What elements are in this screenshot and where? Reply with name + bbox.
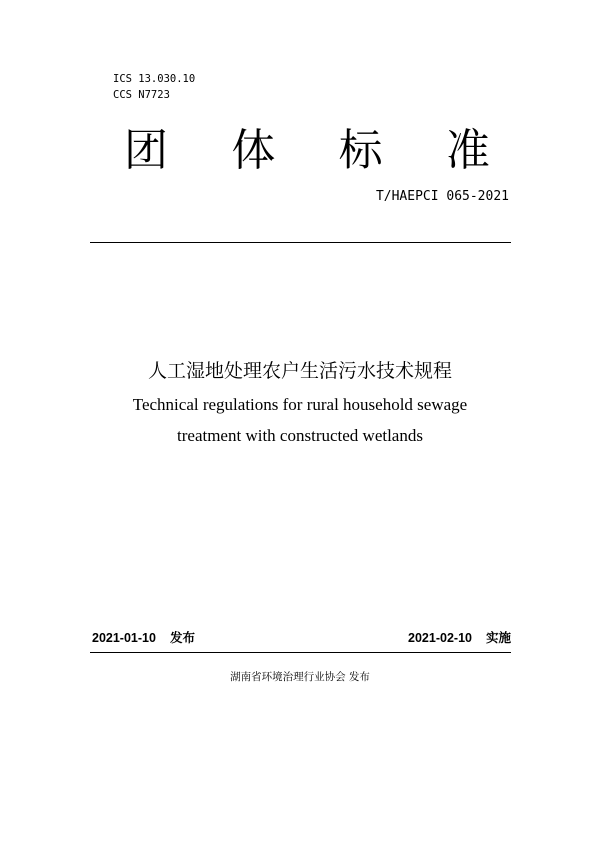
issue-date: 2021-01-10 [92, 631, 156, 645]
implement-date: 2021-02-10 [408, 631, 472, 645]
implement-label: 实施 [485, 631, 511, 645]
implement-date-block [408, 630, 511, 646]
publisher: 湖南省环境治理行业协会 发布 [230, 671, 370, 683]
bottom-divider [90, 652, 511, 653]
issue-date-block [92, 630, 195, 646]
issue-label: 发布 [169, 631, 195, 645]
chinese-title: 人工湿地处理农户生活污水技术规程 [147, 360, 452, 382]
title-char: 标 [338, 125, 383, 176]
title-char: 团 [124, 125, 168, 176]
ics-code: ICS 13.030.10 [113, 73, 196, 85]
title-char: 准 [445, 125, 490, 176]
standard-number: T/HAEPCI 065-2021 [375, 189, 509, 204]
title-char: 体 [231, 125, 276, 176]
english-title-line-1: Technical regulations for rural household sewage [132, 395, 468, 414]
document-type-title [124, 125, 490, 177]
ccs-code: CCS N7723 [113, 89, 170, 101]
top-divider [90, 242, 511, 243]
english-title-line-2: treatment with constructed wetlands [177, 426, 423, 445]
